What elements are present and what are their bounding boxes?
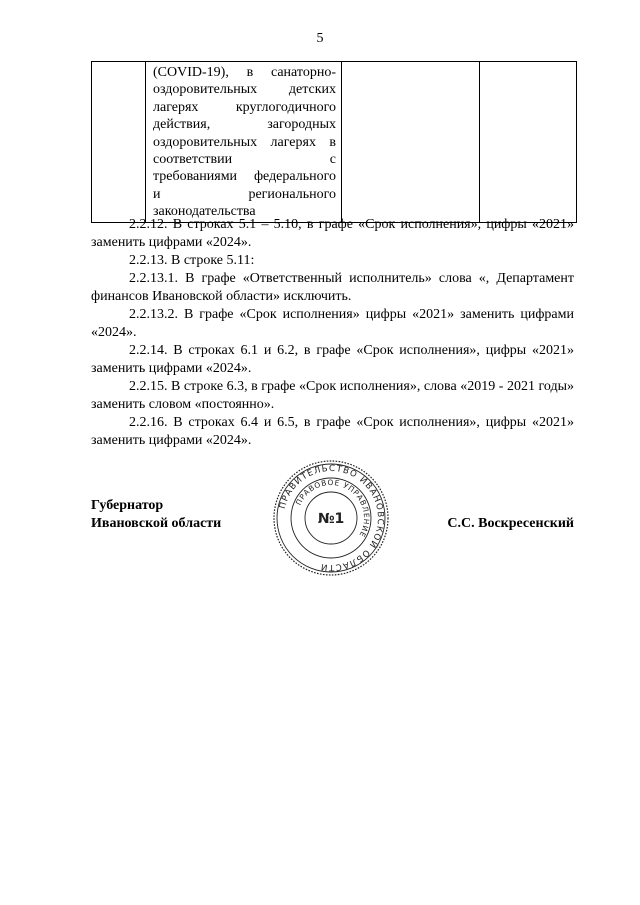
table-cell-line: оздоровительных лагерях в [153,134,336,150]
table-cell-line: (COVID-19), в санаторно- [153,65,336,80]
table-cell-number [92,62,146,223]
signature-title-line-2: Ивановской области [91,516,222,531]
table-cell-line: требованиями федерального [153,169,336,185]
signature-title [91,497,221,533]
paragraph: 2.2.13.2. В графе «Срок исполнения» цифры «2021» заменить цифрами «2024». [91,307,574,340]
paragraph: 2.2.12. В строках 5.1 – 5.10, в графе «Срок исполнения», цифры «2021» заменить цифрами «2024». [91,217,574,250]
paragraph: 2.2.13.1. В графе «Ответственный исполнитель» слова «, Департамент финансов Ивановской области» исключить. [91,271,574,304]
official-seal [272,459,390,577]
signature-title-line-1: Губернатор [91,498,164,513]
table-cell-line: соответствии с [153,152,336,168]
table-cell-text [146,62,341,222]
paragraph: 2.2.13. В строке 5.11: [129,253,255,268]
table-cell-line: лагерях круглогодичного [153,99,336,115]
table-cell-event [146,62,342,223]
table-row [92,62,577,223]
svg-text:ПРАВОВОЕ УПРАВЛЕНИЕ [294,478,371,539]
paragraph: 2.2.15. В строке 6.3, в графе «Срок исполнения», слова «2019 - 2021 годы» заменить словом «постоянно». [91,379,574,412]
signature-name: С.С. Воскресенский [447,516,574,531]
page-number: 5 [316,31,324,46]
table-cell-deadline [480,62,577,223]
table-cell-line: оздоровительных детских [153,82,336,98]
paragraph: 2.2.14. В строках 6.1 и 6.2, в графе «Срок исполнения», цифры «2021» заменить цифрами «2024». [91,343,574,376]
continuation-table [91,61,577,223]
table-cell-line: и регионального [153,186,336,202]
paragraph: 2.2.16. В строках 6.4 и 6.5, в графе «Срок исполнения», цифры «2021» заменить цифрами «2024». [91,415,574,448]
table-cell-line: действия, загородных [153,117,336,133]
table-cell-responsible [342,62,480,223]
seal-inner-text: ПРАВОВОЕ УПРАВЛЕНИЕ [293,477,372,540]
document-body [91,216,574,450]
seal-ring-text: ПРАВИТЕЛЬСТВО ИВАНОВСКОЙ ОБЛАСТИ [277,463,386,573]
table-cell-line: законодательства [153,204,256,220]
seal-center-text: №1 [317,511,345,527]
